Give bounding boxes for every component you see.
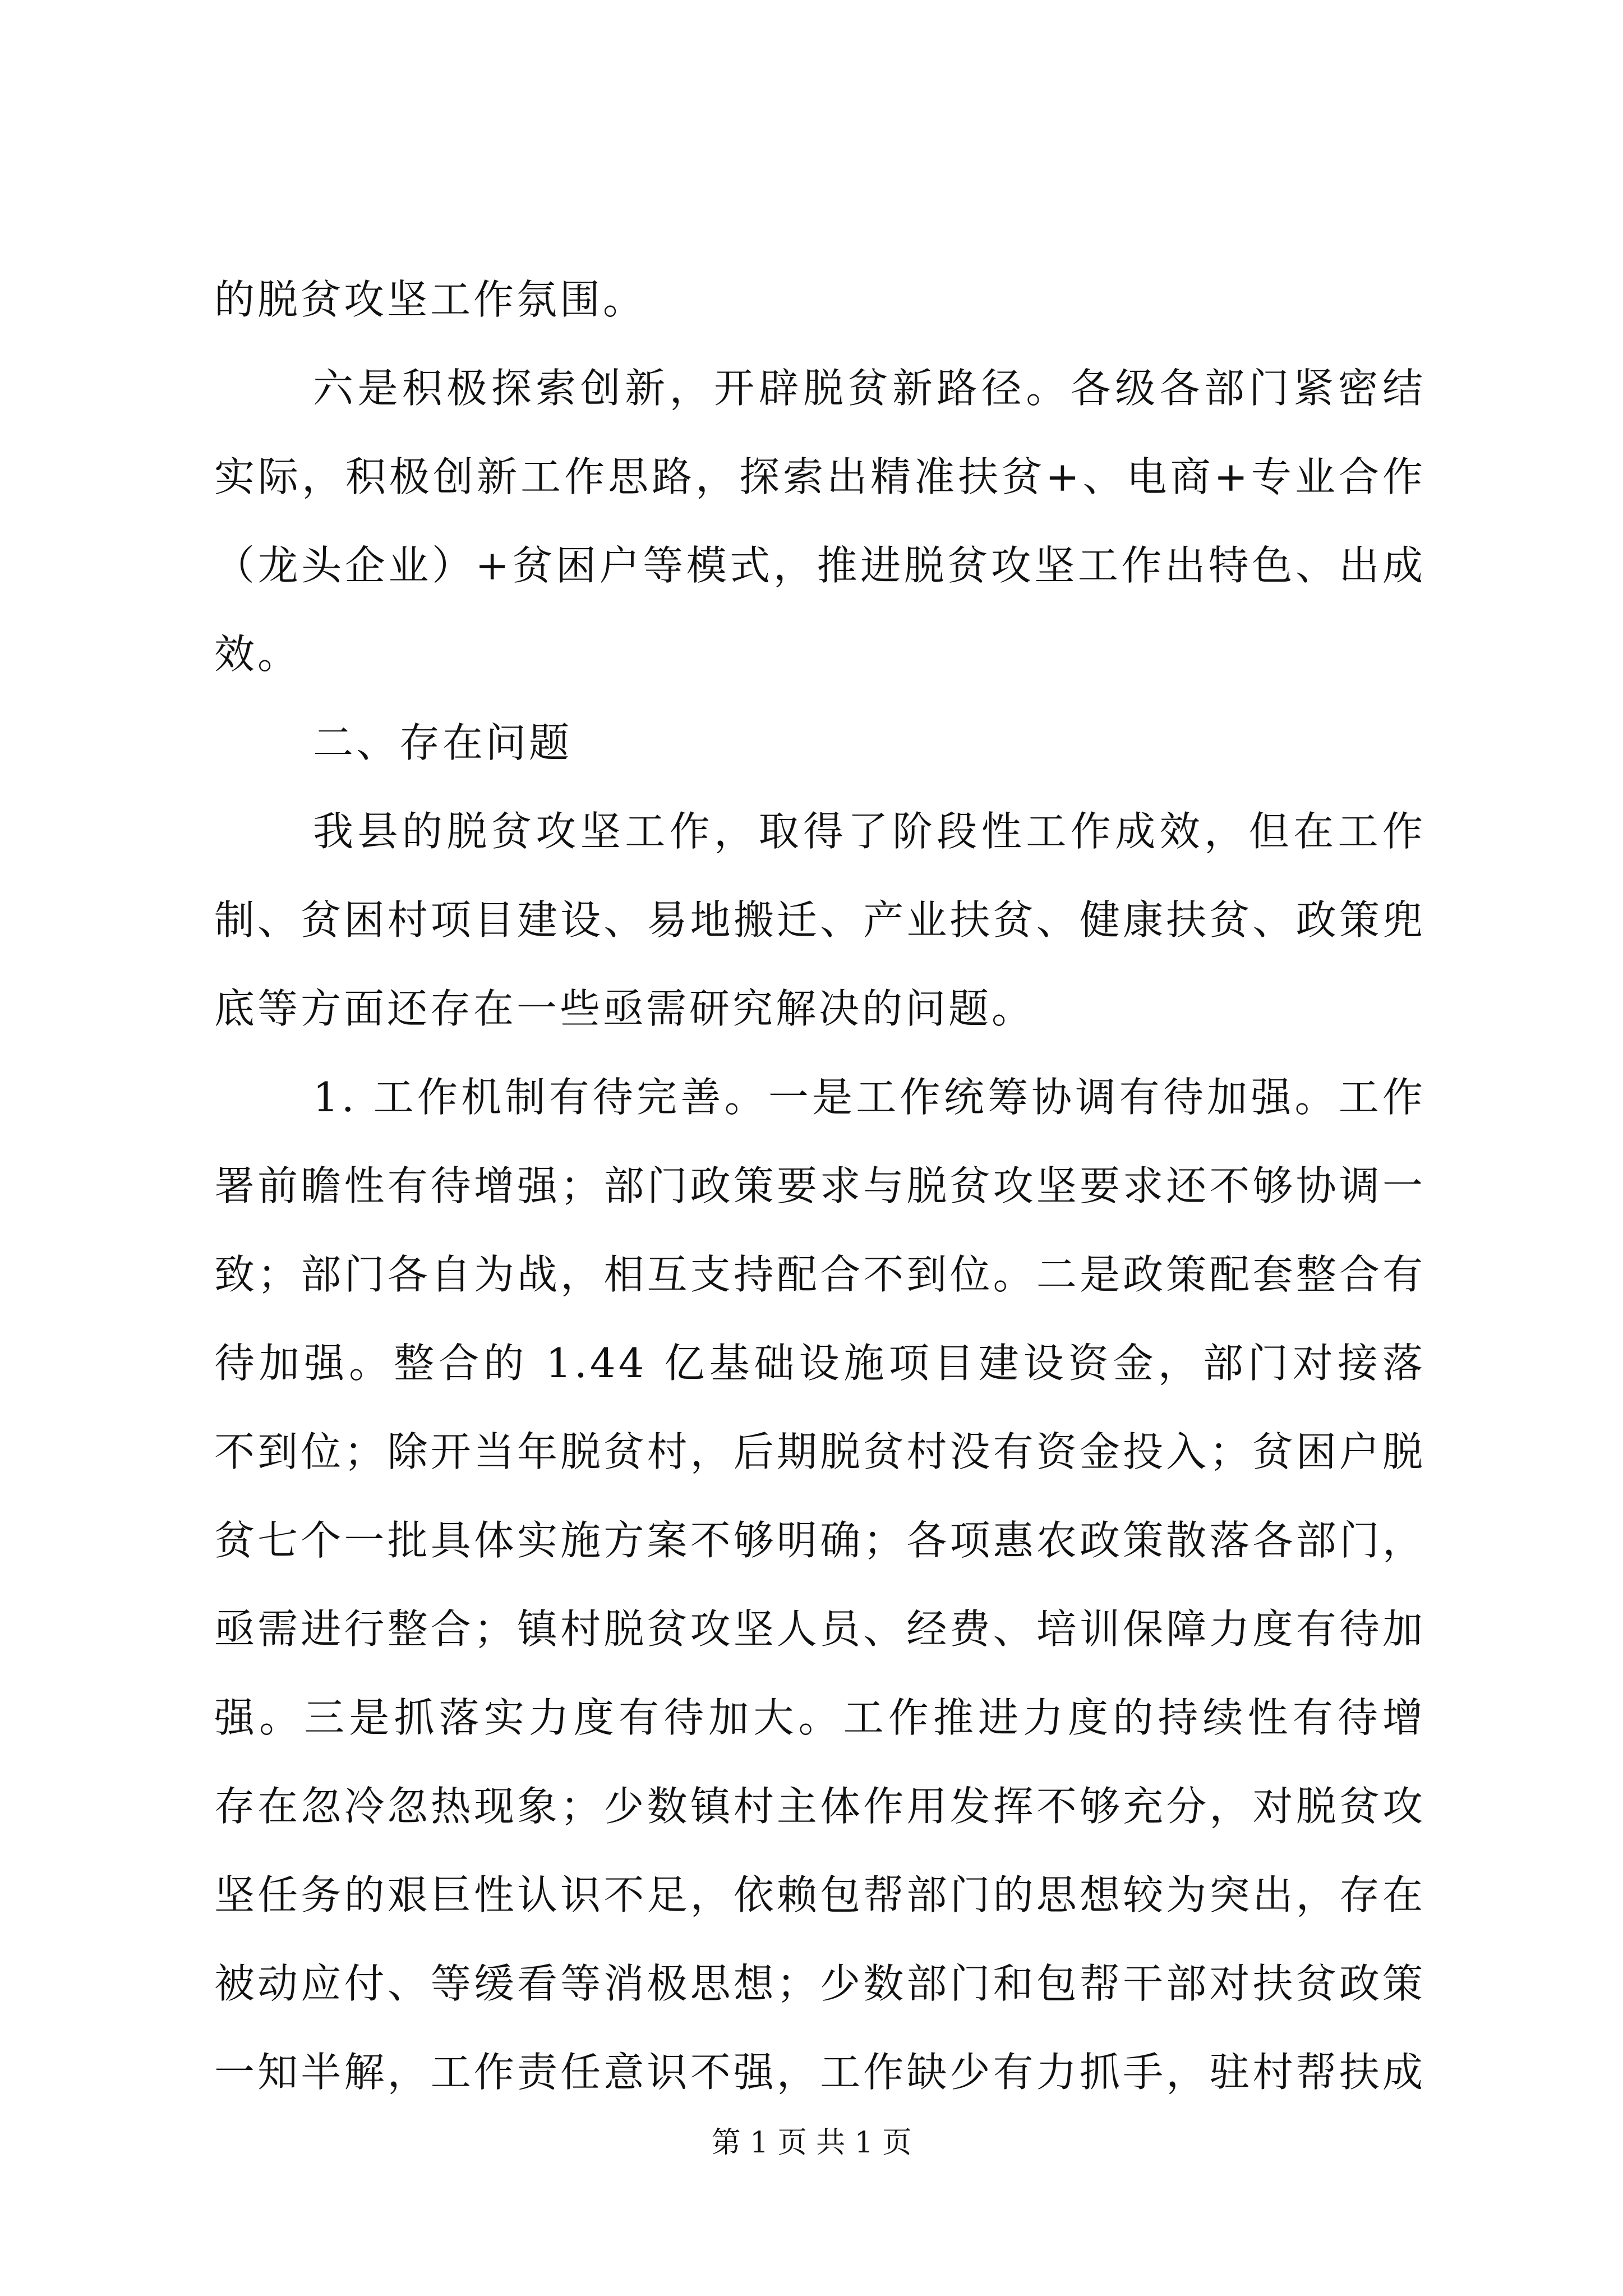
document-body: [214, 255, 1426, 2116]
text-line: 存在忽冷忽热现象；少数镇村主体作用发挥不够充分，对脱贫攻: [214, 1783, 1426, 1830]
text-line: 不到位；除开当年脱贫村，后期脱贫村没有资金投入；贫困户脱: [214, 1428, 1426, 1475]
text-line: 实际，积极创新工作思路，探索出精准扶贫+、电商+专业合作: [214, 453, 1426, 500]
text-line: 1. 工作机制有待完善。一是工作统筹协调有待加强。工作: [313, 1074, 1426, 1121]
text-line: 制、贫困村项目建设、易地搬迁、产业扶贫、健康扶贫、政策兜: [214, 896, 1426, 944]
text-line: 坚任务的艰巨性认识不足，依赖包帮部门的思想较为突出，存在: [214, 1871, 1426, 1918]
text-line: 亟需进行整合；镇村脱贫攻坚人员、经费、培训保障力度有待加: [214, 1605, 1426, 1653]
page-footer: 第 1 页 共 1 页: [711, 2126, 912, 2160]
text-line: 贫七个一批具体实施方案不够明确；各项惠农政策散落各部门，: [214, 1517, 1426, 1564]
text-line: 底等方面还存在一些亟需研究解决的问题。: [214, 985, 1035, 1032]
section-heading: 二、存在问题: [313, 719, 573, 766]
text-line: 署前瞻性有待增强；部门政策要求与脱贫攻坚要求还不够协调一: [214, 1162, 1426, 1209]
text-line: 致；部门各自为战，相互支持配合不到位。二是政策配套整合有: [214, 1251, 1426, 1298]
text-line: 待加强。整合的 1.44 亿基础设施项目建设资金，部门对接落: [214, 1340, 1426, 1387]
text-line: 我县的脱贫攻坚工作，取得了阶段性工作成效，但在工作: [313, 808, 1426, 855]
text-line: 被动应付、等缓看等消极思想；少数部门和包帮干部对扶贫政策: [214, 1960, 1426, 2007]
text-line: 强。三是抓落实力度有待加大。工作推进力度的持续性有待增: [214, 1694, 1426, 1741]
text-line: （龙头企业）+贫困户等模式，推进脱贫攻坚工作出特色、出成: [214, 542, 1426, 589]
text-line: 六是积极探索创新，开辟脱贫新路径。各级各部门紧密结: [313, 365, 1426, 412]
text-line: 一知半解，工作责任意识不强，工作缺少有力抓手，驻村帮扶成: [214, 2049, 1426, 2096]
text-line: 的脱贫攻坚工作氛围。: [214, 276, 647, 323]
text-line: 效。: [214, 631, 301, 678]
